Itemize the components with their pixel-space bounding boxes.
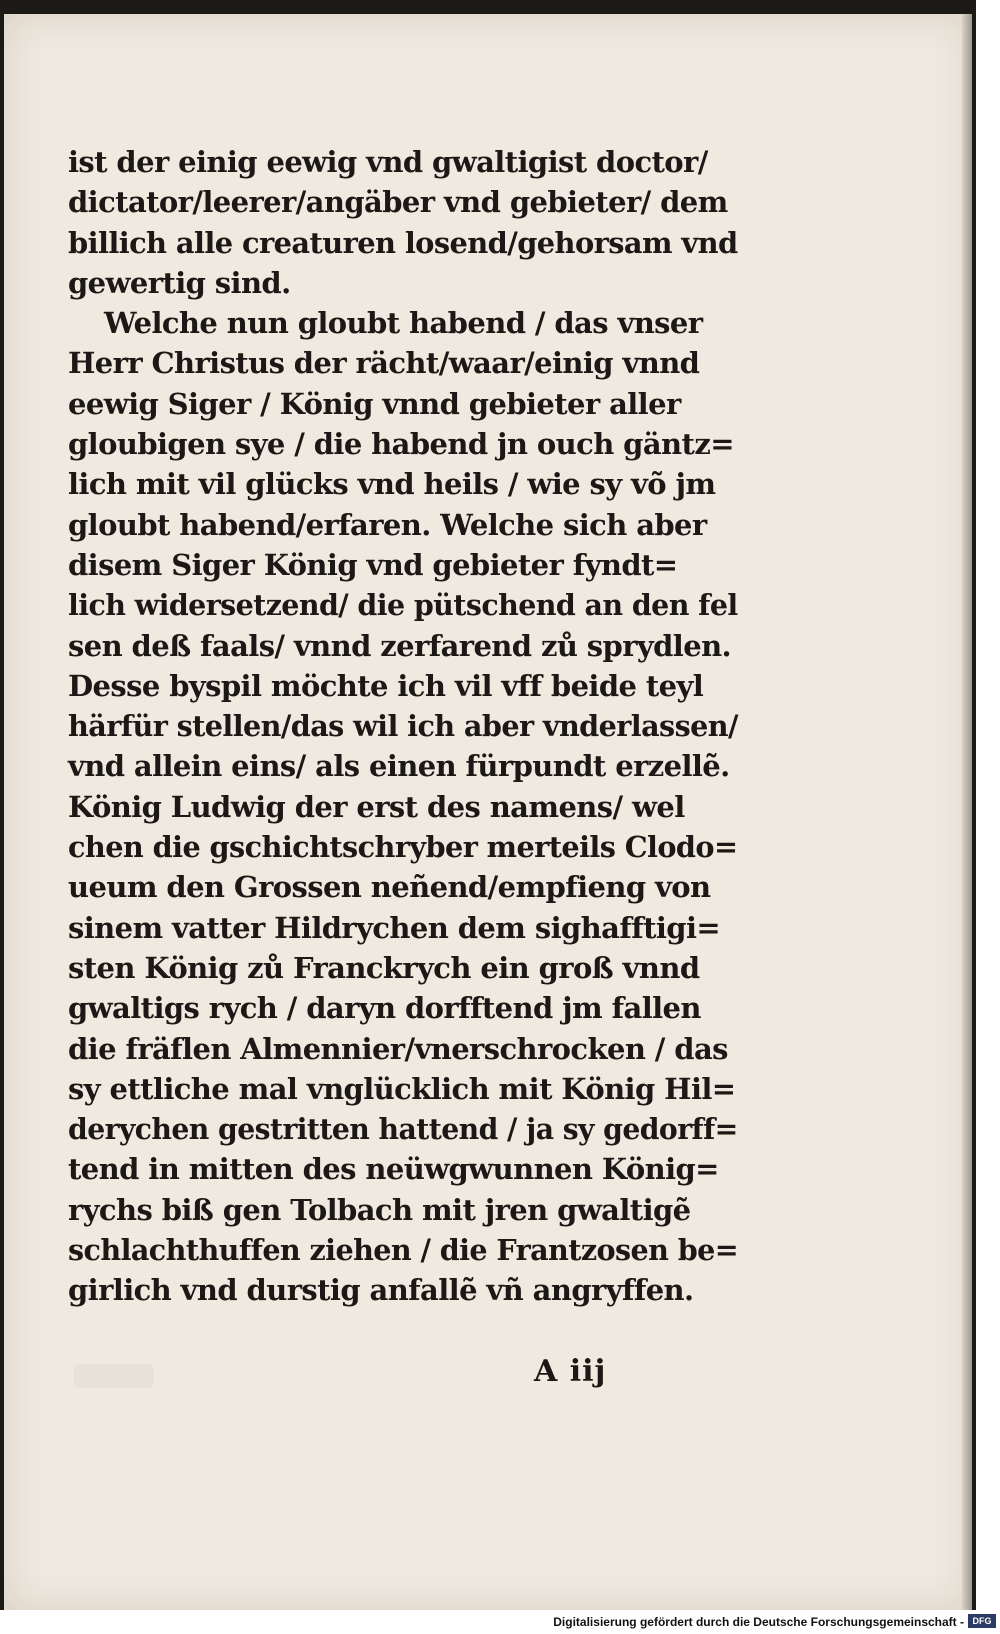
book-page xyxy=(4,14,972,1610)
text-line: König Ludwig der erst des namens/ wel xyxy=(68,789,685,824)
text-line: gewertig sind. xyxy=(68,265,291,300)
page-edge xyxy=(962,14,972,1610)
text-line: gwaltigs rych / daryn dorfftend jm fallen xyxy=(68,991,701,1026)
footer-bar xyxy=(0,1610,1000,1634)
text-line: chen die gschichtschryber merteils Clodo= xyxy=(68,830,738,865)
text-line: härfür stellen/das wil ich aber vnderlassen/ xyxy=(68,709,738,744)
text-line: Herr Christus der rächt/waar/einig vnnd xyxy=(68,346,700,381)
text-line: lich widersetzend/ die pütschend an den fel xyxy=(68,588,738,623)
text-line: derychen gestritten hattend / ja sy gedorff= xyxy=(68,1112,738,1147)
text-line: sinem vatter Hildrychen dem sighafftigi= xyxy=(68,910,721,945)
text-line: eewig Siger / König vnnd gebieter aller xyxy=(68,386,681,421)
signature-mark: A iij xyxy=(534,1354,607,1389)
faint-stamp-mark xyxy=(74,1364,154,1388)
text-line: sten König zů Franckrych ein groß vnnd xyxy=(68,950,700,985)
text-line: vnd allein eins/ als einen fürpundt erzellẽ. xyxy=(68,749,730,784)
text-line: die fräflen Almennier/vnerschrocken / das xyxy=(68,1031,728,1066)
text-line: gloubigen sye / die habend jn ouch gäntz= xyxy=(68,427,734,462)
text-line: billich alle creaturen losend/gehorsam vnd xyxy=(68,225,738,260)
text-line: ist der einig eewig vnd gwaltigist doctor/ xyxy=(68,145,708,179)
text-line: sy ettliche mal vnglücklich mit König Hil= xyxy=(68,1071,736,1106)
text-line: schlachthuffen ziehen / die Frantzosen be= xyxy=(68,1233,739,1268)
footer-text: Digitalisierung gefördert durch die Deutsche Forschungsgemeinschaft - xyxy=(553,1615,964,1629)
text-line: sen deß faals/ vnnd zerfarend zů sprydlen. xyxy=(68,628,732,663)
text-line: lich mit vil glücks vnd heils / wie sy võ jm xyxy=(68,467,716,502)
text-line: Welche nun gloubt habend / das vnser xyxy=(104,306,703,341)
text-line: girlich vnd durstig anfallẽ vñ angryffen. xyxy=(68,1273,694,1308)
text-line: Desse byspil möchte ich vil vff beide teyl xyxy=(68,668,704,703)
text-line: disem Siger König vnd gebieter fyndt= xyxy=(68,547,678,582)
text-line: ueum den Grossen neñend/empfieng von xyxy=(68,870,711,905)
text-line: gloubt habend/erfaren. Welche sich aber xyxy=(68,507,707,542)
text-line: dictator/leerer/angäber vnd gebieter/ dem xyxy=(68,185,728,220)
text-line: rychs biß gen Tolbach mit jren gwaltigẽ xyxy=(68,1192,691,1227)
text-line: tend in mitten des neüwgwunnen König= xyxy=(68,1152,719,1187)
dfg-logo: DFG xyxy=(968,1614,996,1628)
body-text xyxy=(68,142,738,1311)
